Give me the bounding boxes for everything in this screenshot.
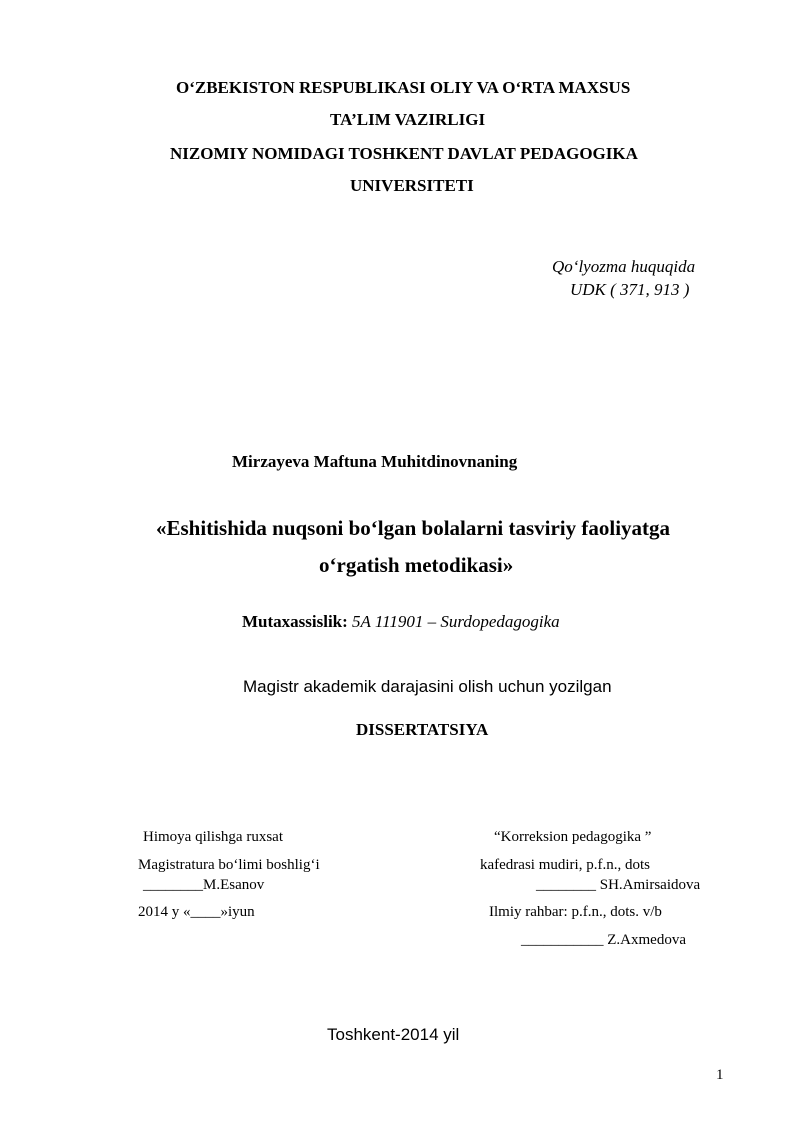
specialty-value: 5A 111901 – Surdopedagogika (352, 612, 560, 631)
specialty-label: Mutaxassislik: (242, 612, 348, 631)
ministry-line-2: TA’LIM VAZIRLIGI (330, 110, 486, 129)
author-name: Mirzayeva Maftuna Muhitdinovnaning (232, 452, 518, 471)
defense-permit: Himoya qilishga ruxsat (143, 829, 283, 845)
dept-head-signature: ________M.Esanov (143, 877, 265, 893)
thesis-title-line-2: o‘rgatish metodikasi» (319, 553, 514, 577)
chair-signature: ________ SH.Amirsaidova (536, 877, 701, 893)
manuscript-rights: Qo‘lyozma huquqida (552, 257, 696, 276)
specialty (242, 612, 560, 632)
university-line-1: NIZOMIY NOMIDAGI TOSHKENT DAVLAT PEDAGOGIKA (170, 144, 638, 163)
place-and-year: Toshkent-2014 yil (327, 1025, 460, 1044)
thesis-title-line-1: «Eshitishida nuqsoni bo‘lgan bolalarni tasviriy faoliyatga (156, 516, 671, 540)
university-line-2: UNIVERSITETI (350, 176, 474, 195)
chair-title: kafedrasi mudiri, p.f.n., dots (480, 857, 650, 873)
supervisor-title: Ilmiy rahbar: p.f.n., dots. v/b (489, 904, 662, 920)
department-name: “Korreksion pedagogika ” (494, 829, 652, 845)
degree-purpose: Magistr akademik darajasini olish uchun yozilgan (243, 677, 612, 696)
document-type: DISSERTATSIYA (356, 720, 489, 739)
supervisor-signature: ___________ Z.Axmedova (521, 932, 686, 948)
udk-code: UDK ( 371, 913 ) (570, 280, 690, 299)
ministry-line-1: O‘ZBEKISTON RESPUBLIKASI OLIY VA O‘RTA MAXSUS (176, 78, 631, 97)
masters-dept-head: Magistratura bo‘limi boshlig‘i (138, 857, 320, 873)
permit-date: 2014 y «____»iyun (138, 904, 255, 920)
page-number: 1 (716, 1067, 724, 1083)
